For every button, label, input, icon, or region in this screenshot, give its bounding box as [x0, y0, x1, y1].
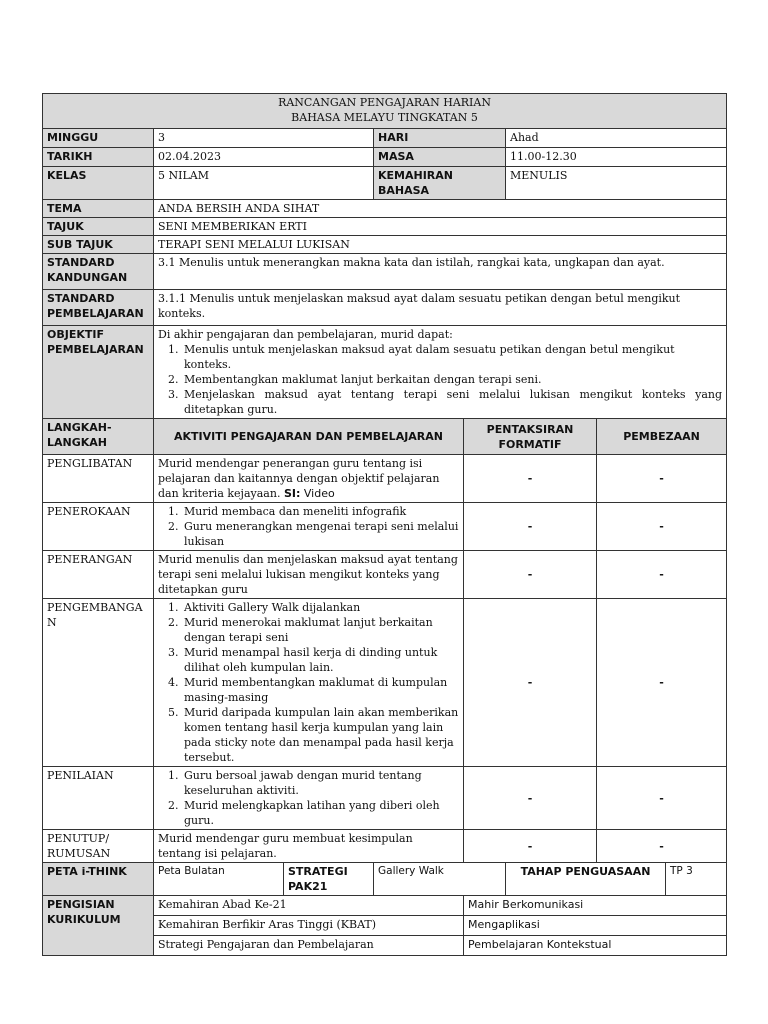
objektif-intro: Di akhir pengajaran dan pembelajaran, murid dapat:: [158, 328, 453, 341]
langkah-header: [43, 419, 154, 455]
tema-value: ANDA BERSIH ANDA SIHAT: [154, 200, 727, 218]
kurikulum-value: Pembelajaran Kontekstual: [464, 936, 727, 956]
masa-value: 11.00-12.30: [506, 148, 727, 167]
pak21-label: STRATEGI PAK21: [284, 863, 374, 896]
pengembangan-label-line1: PENGEMBANGA: [47, 601, 143, 614]
lesson-plan-document: [42, 93, 726, 956]
hari-value: Ahad: [506, 129, 727, 148]
si-label: SI:: [283, 487, 301, 500]
standard-kandungan-label-line2: KANDUNGAN: [47, 271, 128, 284]
tema-label: TEMA: [43, 200, 154, 218]
hari-label: HARI: [374, 129, 506, 148]
penerokaan-list: [158, 504, 459, 549]
pengembangan-label: [43, 599, 154, 767]
penilaian-pembezaan: -: [597, 767, 727, 830]
standard-kandungan-label: [43, 254, 154, 290]
pengembangan-item: 2. Murid menerokai maklumat lanjut berkaitan dengan terapi seni: [182, 615, 459, 645]
penerokaan-activity: [154, 503, 464, 551]
penerangan-pentaksiran: -: [464, 551, 597, 599]
pengembangan-item: 5. Murid daripada kumpulan lain akan memberikan komen tentang hasil kerja kumpulan yang lain pada sticky note dan menampal pada hasil kerja tersebut.: [182, 705, 459, 765]
objektif-list: [158, 342, 722, 417]
masa-label: MASA: [374, 148, 506, 167]
penglibatan-pembezaan: -: [597, 455, 727, 503]
objektif-item: 3. Menjelaskan maksud ayat tentang terapi seni melalui lukisan mengikut konteks yang ditetapkan guru.: [182, 387, 722, 417]
penglibatan-label: PENGLIBATAN: [43, 455, 154, 503]
document-subtitle: BAHASA MELAYU TINGKATAN 5: [291, 111, 478, 124]
kurikulum-item: Kemahiran Abad Ke-21: [154, 896, 464, 916]
penilaian-pentaksiran: -: [464, 767, 597, 830]
subtajuk-label: SUB TAJUK: [43, 236, 154, 254]
penerokaan-label: PENEROKAAN: [43, 503, 154, 551]
penerokaan-pentaksiran: -: [464, 503, 597, 551]
tarikh-value: 02.04.2023: [154, 148, 374, 167]
standard-pembelajaran-label-line1: STANDARD: [47, 292, 115, 305]
pembezaan-header: PEMBEZAAN: [597, 419, 727, 455]
penerokaan-item: 1. Murid membaca dan meneliti infografik: [182, 504, 459, 519]
penerokaan-item: 2. Guru menerangkan mengenai terapi seni melalui lukisan: [182, 519, 459, 549]
objektif-label-line2: PEMBELAJARAN: [47, 343, 144, 356]
pengembangan-list: [158, 600, 459, 765]
tahap-label: TAHAP PENGUASAAN: [506, 863, 666, 896]
tahap-value: TP 3: [666, 863, 727, 896]
penerokaan-pembezaan: -: [597, 503, 727, 551]
kurikulum-label-line2: KURIKULUM: [47, 913, 121, 926]
penglibatan-pentaksiran: -: [464, 455, 597, 503]
tajuk-value: SENI MEMBERIKAN ERTI: [154, 218, 727, 236]
kemahiran-bahasa-label: KEMAHIRAN BAHASA: [374, 167, 506, 200]
penutup-label-line1: PENUTUP/: [47, 832, 110, 845]
standard-pembelajaran-value: 3.1.1 Menulis untuk menjelaskan maksud ayat dalam sesuatu petikan dengan betul mengikut konteks.: [154, 290, 727, 326]
pengembangan-item: 1. Aktiviti Gallery Walk dijalankan: [182, 600, 459, 615]
langkah-header-line2: LANGKAH: [47, 436, 108, 449]
kurikulum-value: Mahir Berkomunikasi: [464, 896, 727, 916]
objektif-label: [43, 326, 154, 419]
lesson-plan-table: [42, 93, 727, 956]
kelas-label: KELAS: [43, 167, 154, 200]
pentaksiran-header: [464, 419, 597, 455]
pengembangan-item: 4. Murid membentangkan maklumat di kumpulan masing-masing: [182, 675, 459, 705]
langkah-header-line1: LANGKAH-: [47, 421, 112, 434]
penglibatan-activity: [154, 455, 464, 503]
penerangan-label: PENERANGAN: [43, 551, 154, 599]
pentaksiran-header-line2: FORMATIF: [498, 437, 562, 451]
penilaian-activity: [154, 767, 464, 830]
si-value: Video: [300, 487, 335, 500]
standard-kandungan-label-line1: STANDARD: [47, 256, 115, 269]
objektif-label-line1: OBJEKTIF: [47, 328, 104, 341]
penilaian-item: 2. Murid melengkapkan latihan yang diberi oleh guru.: [182, 798, 459, 828]
penilaian-item: 1. Guru bersoal jawab dengan murid tentang keseluruhan aktiviti.: [182, 768, 459, 798]
kurikulum-label: [43, 896, 154, 956]
pentaksiran-header-line1: PENTAKSIRAN: [486, 422, 574, 436]
kemahiran-bahasa-value: MENULIS: [506, 167, 727, 200]
kelas-value: 5 NILAM: [154, 167, 374, 200]
document-title: RANCANGAN PENGAJARAN HARIAN: [278, 96, 491, 109]
minggu-label: MINGGU: [43, 129, 154, 148]
subtajuk-value: TERAPI SENI MELALUI LUKISAN: [154, 236, 727, 254]
standard-pembelajaran-label-line2: PEMBELAJARAN: [47, 307, 144, 320]
penutup-label-line2: RUMUSAN: [47, 847, 111, 860]
penerangan-activity: Murid menulis dan menjelaskan maksud ayat tentang terapi seni melalui lukisan mengikut konteks yang ditetapkan guru: [154, 551, 464, 599]
penutup-pembezaan: -: [597, 830, 727, 863]
kurikulum-value: Mengaplikasi: [464, 916, 727, 936]
penutup-label: [43, 830, 154, 863]
penerangan-pembezaan: -: [597, 551, 727, 599]
minggu-value: 3: [154, 129, 374, 148]
objektif-value: [154, 326, 727, 419]
ithink-value: Peta Bulatan: [154, 863, 284, 896]
tajuk-label: TAJUK: [43, 218, 154, 236]
pengembangan-label-line2: N: [47, 616, 57, 629]
kurikulum-label-line1: PENGISIAN: [47, 898, 115, 911]
penutup-activity: Murid mendengar guru membuat kesimpulan tentang isi pelajaran.: [154, 830, 464, 863]
aktiviti-header: AKTIVITI PENGAJARAN DAN PEMBELAJARAN: [154, 419, 464, 455]
penglibatan-text: Murid mendengar penerangan guru tentang isi pelajaran dan kaitannya dengan objektif pelajaran dan kriteria kejayaan.: [158, 457, 440, 500]
pak21-value: Gallery Walk: [374, 863, 506, 896]
objektif-item: 1. Menulis untuk menjelaskan maksud ayat dalam sesuatu petikan dengan betul mengikut konteks.: [182, 342, 722, 372]
kurikulum-item: Strategi Pengajaran dan Pembelajaran: [154, 936, 464, 956]
penilaian-list: [158, 768, 459, 828]
standard-pembelajaran-label: [43, 290, 154, 326]
ithink-label: PETA i-THINK: [43, 863, 154, 896]
standard-kandungan-value: 3.1 Menulis untuk menerangkan makna kata dan istilah, rangkai kata, ungkapan dan ayat.: [154, 254, 727, 290]
pengembangan-pembezaan: -: [597, 599, 727, 767]
kurikulum-item: Kemahiran Berfikir Aras Tinggi (KBAT): [154, 916, 464, 936]
penutup-pentaksiran: -: [464, 830, 597, 863]
document-header: [43, 94, 727, 129]
penilaian-label: PENILAIAN: [43, 767, 154, 830]
pengembangan-item: 3. Murid menampal hasil kerja di dinding untuk dilihat oleh kumpulan lain.: [182, 645, 459, 675]
pengembangan-pentaksiran: -: [464, 599, 597, 767]
objektif-item: 2. Membentangkan maklumat lanjut berkaitan dengan terapi seni.: [182, 372, 722, 387]
pengembangan-activity: [154, 599, 464, 767]
tarikh-label: TARIKH: [43, 148, 154, 167]
